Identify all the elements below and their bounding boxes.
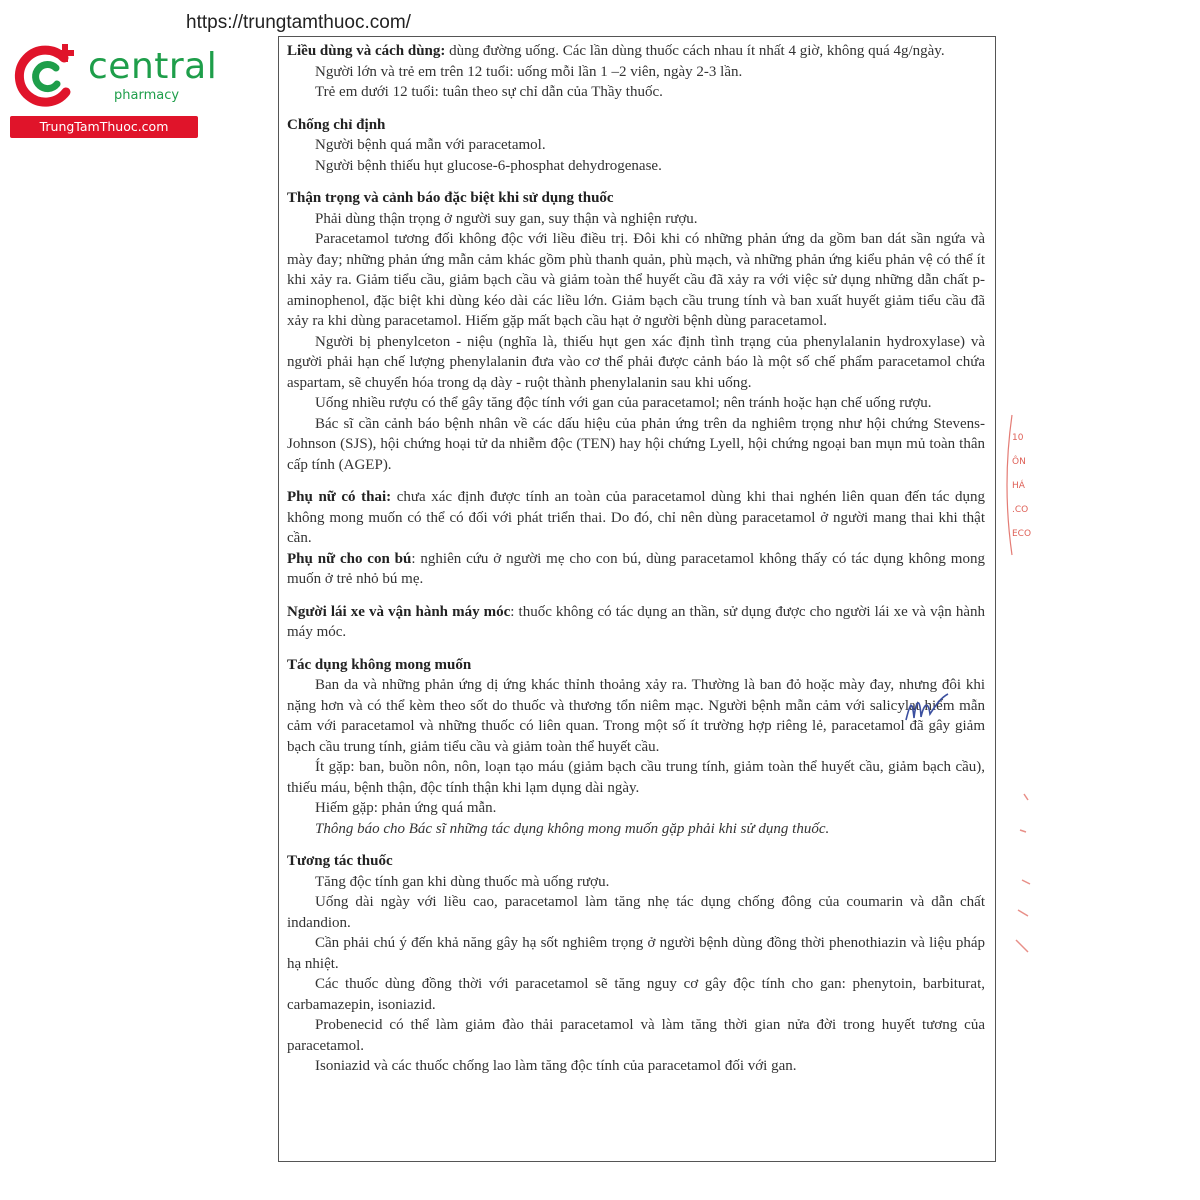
contraindication-line: Người bệnh quá mẫn với paracetamol. <box>315 137 546 153</box>
logo-subtitle: pharmacy <box>114 88 180 103</box>
stamp-text: ÔN <box>1012 457 1026 467</box>
dosage-title: Liều dùng và cách dùng: <box>287 43 446 59</box>
interaction-paragraph: Cần phải chú ý đến khả năng gây hạ sốt nghiêm trọng ở người bệnh dùng đồng thời phenothiazin và liệu pháp hạ nhiệt. <box>287 935 985 972</box>
warning-paragraph: Paracetamol tương đối không độc với liều điều trị. Đôi khi có những phản ứng da gồm ban dát sần ngứa và mày đay; những phản ứng mẫn cảm khác gồm phù thanh quản, phù mạch, và những phản ứng kiểu phản vệ có thể ít khi xảy ra. Giảm tiểu cầu, giảm bạch cầu và giảm toàn thể huyết cầu đã xảy ra với việc sử dụng những dẫn chất p-aminophenol, đặc biệt khi dùng kéo dài các liều lớn. Giảm bạch cầu trung tính và ban xuất huyết giảm tiểu cầu đã xảy ra khi dùng paracetamol. Hiếm gặp mất bạch cầu hạt ở người bệnh dùng paracetamol. <box>287 231 985 329</box>
interaction-paragraph: Isoniazid và các thuốc chống lao làm tăng độc tính của paracetamol đối với gan. <box>315 1058 797 1074</box>
warning-paragraph: Phải dùng thận trọng ở người suy gan, suy thận và nghiện rượu. <box>315 210 698 227</box>
side-effects-title: Tác dụng không mong muốn <box>287 656 472 673</box>
breastfeeding-text: : nghiên cứu ở người mẹ cho con bú, dùng paracetamol không thấy có tác dụng không mong muốn ở trẻ nhỏ bú mẹ. <box>287 550 985 587</box>
side-effect-paragraph: Hiếm gặp: phản ứng quá mẫn. <box>315 800 497 816</box>
interactions-title: Tương tác thuốc <box>287 853 393 869</box>
pharmacy-cross-icon <box>10 38 86 114</box>
pregnancy-title: Phụ nữ có thai: <box>287 489 392 505</box>
driving-title: Người lái xe và vận hành máy móc <box>287 603 511 620</box>
pregnancy-text: chưa xác định được tính an toàn của paracetamol dùng khi thai nghén liên quan đến tác dụng không mong muốn có thể có đối với phát triển thai. Do đó, chỉ nên dùng paracetamol ở người mang thai khi thật cần. <box>287 489 985 546</box>
logo-name: central <box>88 46 218 87</box>
dosage-line: Người lớn và trẻ em trên 12 tuổi: uống mỗi lần 1 –2 viên, ngày 2-3 lần. <box>315 63 743 80</box>
leaflet-page <box>278 36 996 1162</box>
warning-paragraph: Người bị phenylceton - niệu (nghĩa là, thiếu hụt gen xác định tình trạng của phenylalanin hydroxylase) và người phải hạn chế lượng phenylalanin đưa vào cơ thể phải được cảnh báo là một số chế phẩm paracetamol chứa aspartam, sẽ chuyển hóa trong dạ dày - ruột thành phenylalanin sau khi uống. <box>287 333 985 391</box>
section-warnings <box>287 188 985 475</box>
driving-text: : thuốc không có tác dụng an thần, sử dụng được cho người lái xe và vận hành máy móc. <box>287 603 985 640</box>
dosage-intro: dùng đường uống. Các lần dùng thuốc cách nhau ít nhất 4 giờ, không quá 4g/ngày. <box>445 43 945 59</box>
dosage-line: Trẻ em dưới 12 tuổi: tuân theo sự chỉ dẫn của Thầy thuốc. <box>315 84 663 100</box>
section-dosage <box>287 41 985 103</box>
breastfeeding-title: Phụ nữ cho con bú <box>287 550 412 567</box>
stamp-text: 10 <box>1012 433 1024 443</box>
section-breastfeeding <box>287 549 985 590</box>
warnings-title: Thận trọng và cảnh báo đặc biệt khi sử dụng thuốc <box>287 190 614 206</box>
contraindication-line: Người bệnh thiếu hụt glucose-6-phosphat dehydrogenase. <box>315 157 662 174</box>
side-effect-paragraph: Ít gặp: ban, buồn nôn, nôn, loạn tạo máu (giảm bạch cầu trung tính, giảm toàn thể huyết cầu, giảm bạch cầu), thiếu máu, bệnh thận, độc tính thận khi lạm dụng dài ngày. <box>287 759 985 796</box>
section-contraindications <box>287 115 985 177</box>
contraindications-title: Chống chỉ định <box>287 116 386 133</box>
warning-paragraph: Bác sĩ cần cảnh báo bệnh nhân về các dấu hiệu của phản ứng trên da nghiêm trọng như hội chứng Stevens-Johnson (SJS), hội chứng hoại tử da nhiễm độc (TEN) hay hội chứng Lyell, hội chứng ngoại ban mụn mủ toàn thân cấp tính (AGEP). <box>287 415 985 473</box>
side-effects-note: Thông báo cho Bác sĩ những tác dụng không mong muốn gặp phải khi sử dụng thuốc. <box>315 820 830 837</box>
logo-banner: TrungTamThuoc.com <box>10 116 198 138</box>
interaction-paragraph: Các thuốc dùng đồng thời với paracetamol sẽ tăng nguy cơ gây độc tính cho gan: phenytoin, barbiturat, carbamazepin, isoniazid. <box>287 976 985 1013</box>
stamp-text: HÁ <box>1012 481 1025 491</box>
interaction-paragraph: Tăng độc tính gan khi dùng thuốc mà uống rượu. <box>315 873 610 890</box>
margin-stamp-marks <box>1010 790 1040 960</box>
side-effect-paragraph: Ban da và những phản ứng dị ứng khác thỉnh thoảng xảy ra. Thường là ban đỏ hoặc mày đay, nhưng đôi khi nặng hơn và có thể kèm theo sốt do thuốc và thương tổn niêm mạc. Người bệnh mẫn cảm với salicylat hiếm mẫn cảm với paracetamol và những thuốc có liên quan. Trong một số ít trường hợp riêng lẻ, paracetamol đã gây giảm bạch cầu trung tính, giảm tiểu cầu và giảm toàn thể huyết cầu. <box>287 677 985 755</box>
stamp-text: ECO <box>1012 529 1032 539</box>
source-url: https://trungtamthuoc.com/ <box>186 12 411 33</box>
warning-paragraph: Uống nhiều rượu có thể gây tăng độc tính với gan của paracetamol; nên tránh hoặc hạn chế uống rượu. <box>315 395 932 411</box>
section-driving <box>287 602 985 643</box>
signature-mark <box>902 690 952 724</box>
section-pregnancy <box>287 487 985 549</box>
interaction-paragraph: Uống dài ngày với liều cao, paracetamol làm tăng nhẹ tác dụng chống đông của coumarin và dẫn chất indandion. <box>287 894 985 931</box>
interaction-paragraph: Probenecid có thể làm giảm đào thải paracetamol và làm tăng thời gian nửa đời trong huyết tương của paracetamol. <box>287 1017 985 1054</box>
section-interactions <box>287 851 985 1077</box>
section-side-effects <box>287 655 985 840</box>
partial-stamp <box>1000 410 1040 560</box>
stamp-text: .CO <box>1012 505 1029 515</box>
